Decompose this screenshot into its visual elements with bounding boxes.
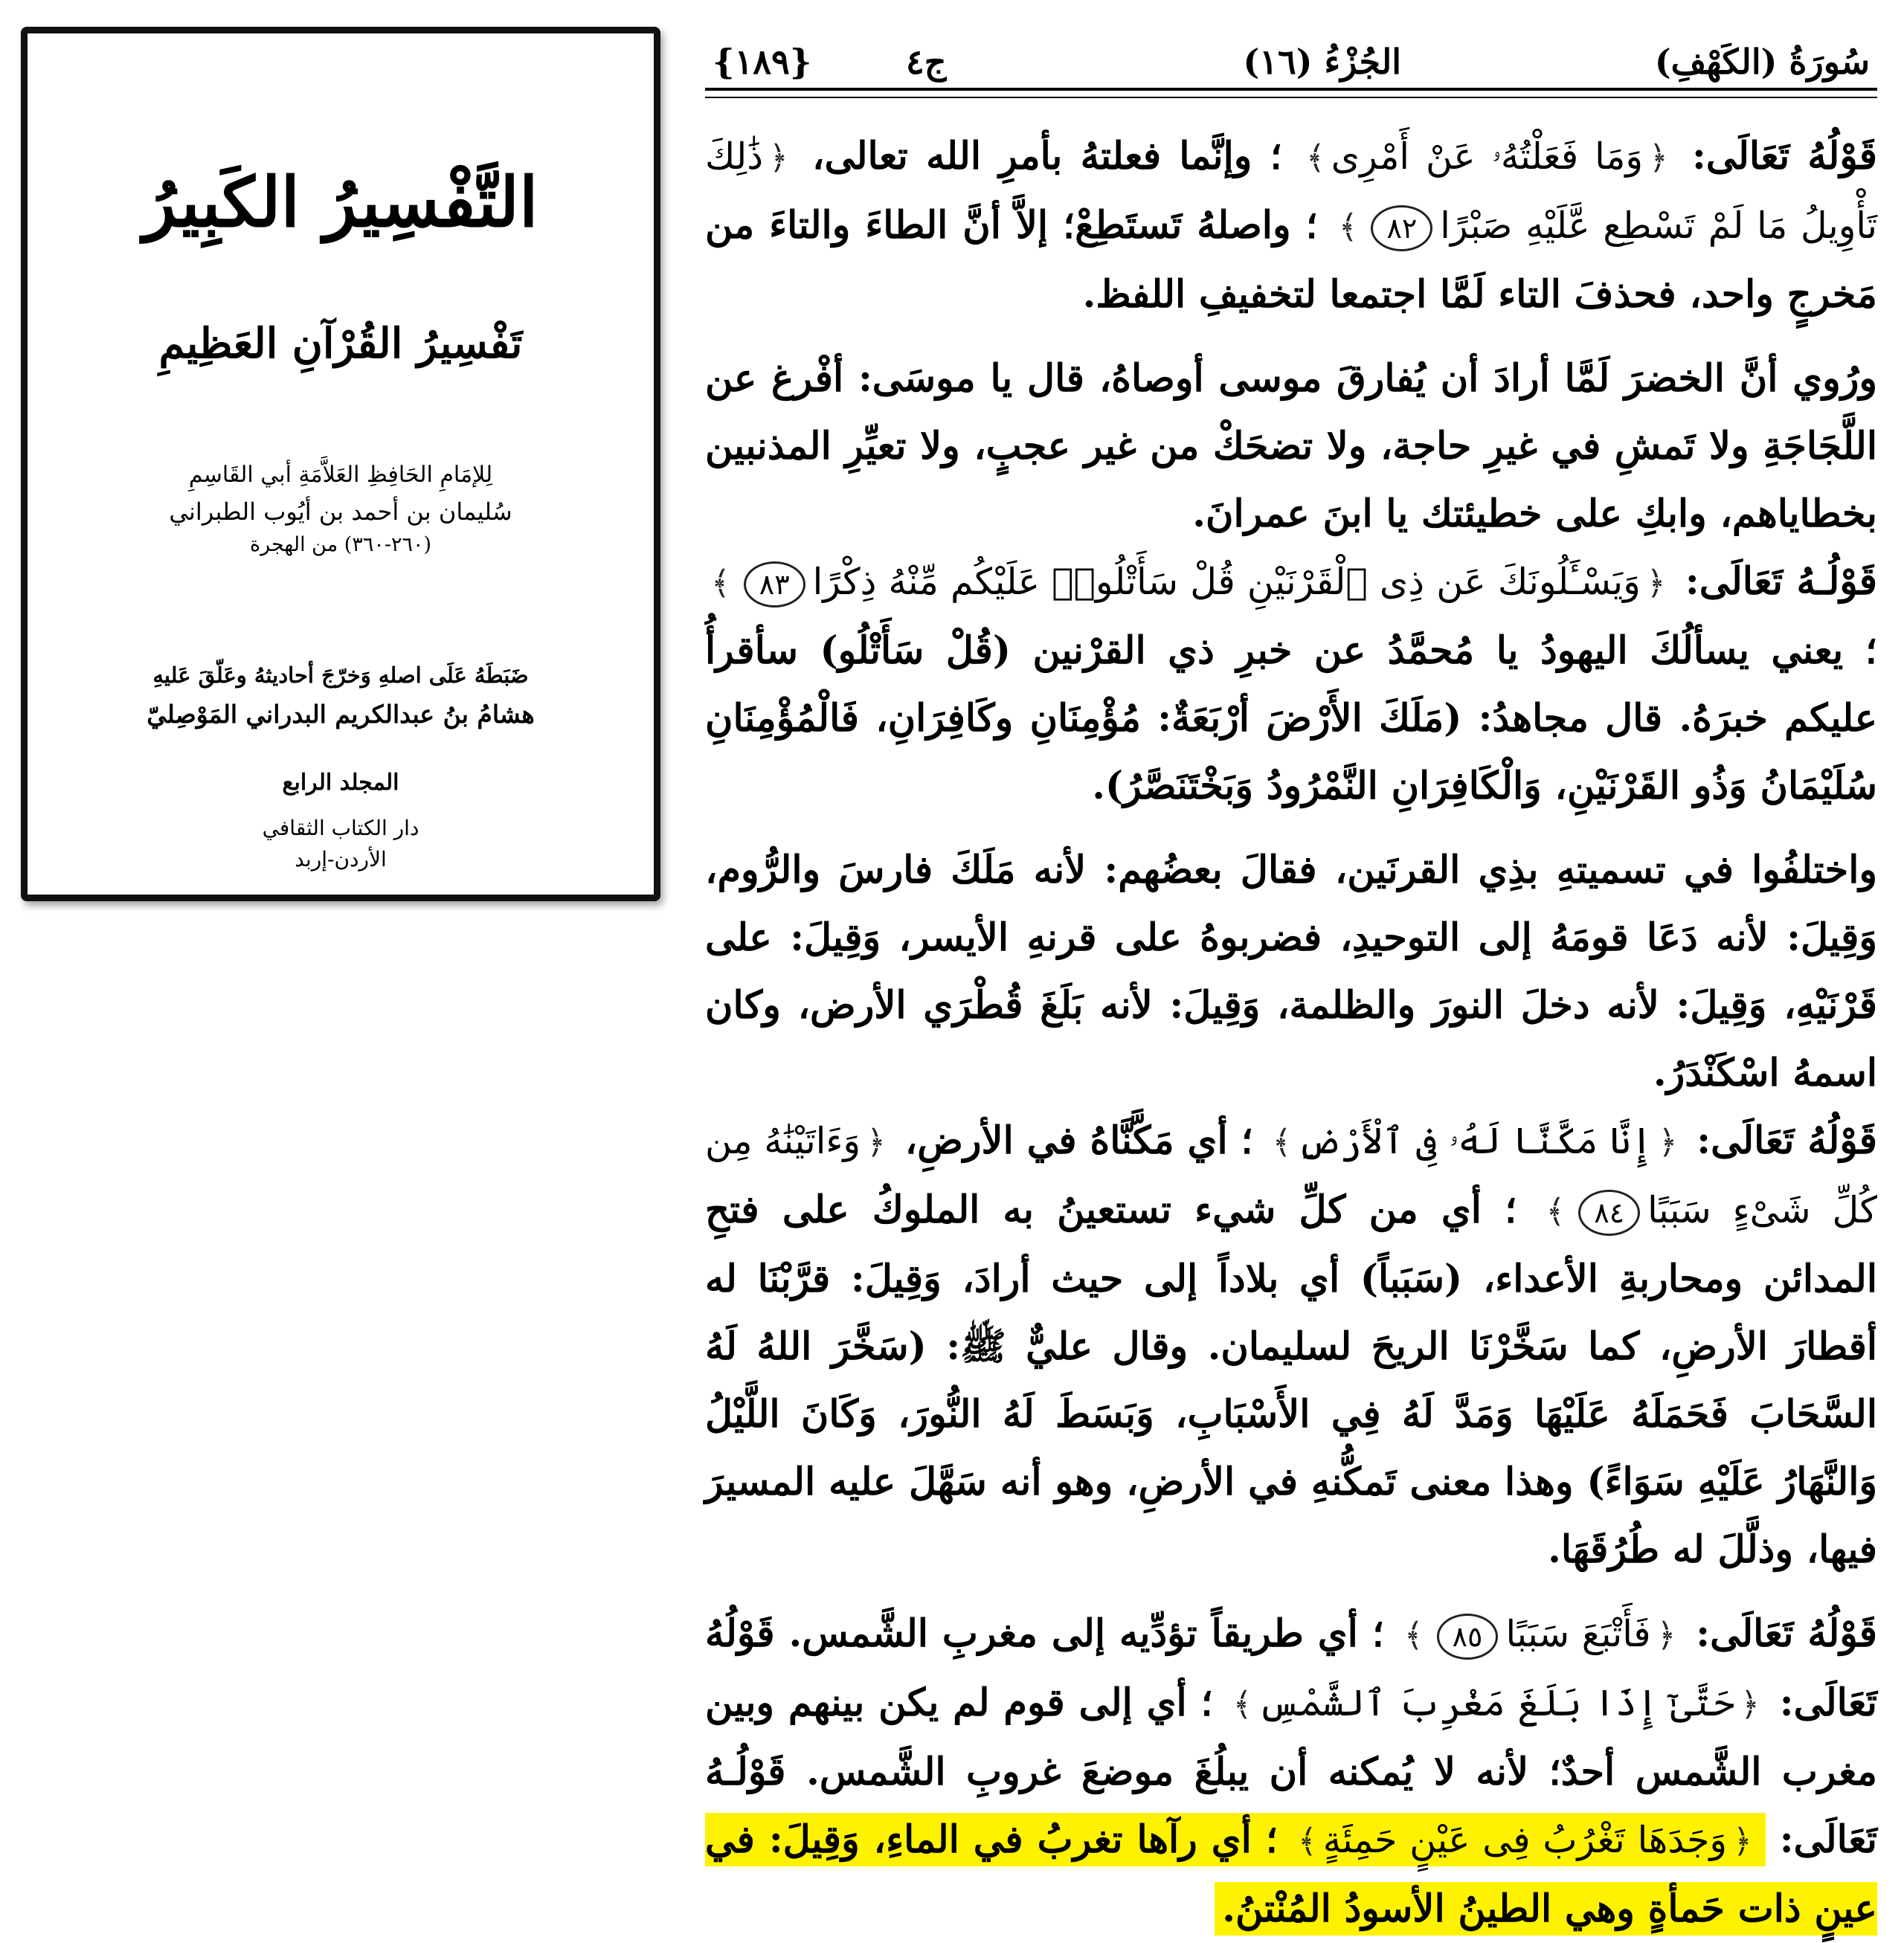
quran-quote: حَتَّىٰٓ إِذَا بَلَغَ مَغْرِبَ ٱلشَّمْسِ bbox=[1258, 1682, 1735, 1724]
quran-quote: وَيَسْـَٔلُونَكَ عَن ذِى ٱلْقَرْنَيْنِ قُلْ سَأَتْلُوا۟ عَلَيْكُم مِّنْهُ ذِكْرًا bbox=[812, 561, 1641, 603]
ornament-open-icon: ﴿ bbox=[1733, 1823, 1752, 1860]
paragraph-1 bbox=[705, 123, 1877, 329]
verse-number-badge: ٨٣ bbox=[744, 561, 805, 608]
ornament-open-icon: ﴿ bbox=[769, 139, 788, 177]
paragraph-4: واختلفُوا في تسميتهِ بذِي القرنَين، فقالَ بعضُهم: لأنه مَلَكَ فارسَ والرُّوم، وَقِيلَ: لأنه دَعَا قومَهُ إلى التوحيدِ، فضربوهُ على قرنهِ الأيسر، وَقِيلَ: على قَرْنَيْهِ، وَقِيلَ: لأنه دخلَ النورَ والظلمة، وَقِيلَ: لأنه بَلَغَ قُطْرَي الأرض، وكان اسمهُ اسْكَنْدَرُ. bbox=[705, 848, 1877, 1095]
verse-number-badge: ٨٤ bbox=[1578, 1190, 1640, 1236]
cover-subtitle: تَفْسِيرُ القُرْآنِ العَظِيمِ bbox=[158, 319, 523, 368]
quran-quote: إِنَّا مَكَّنَّا لَهُۥ فِى ٱلْأَرْضِ bbox=[1297, 1120, 1653, 1162]
quran-quote: ذَٰلِكَ تَأْوِيلُ مَا لَمْ تَسْطِع عَّلَيْهِ صَبْرًا bbox=[705, 135, 1877, 247]
ornament-close-icon: ﴾ bbox=[1297, 1823, 1317, 1860]
quran-quote: وَجَدَهَا تَغْرُبُ فِى عَيْنٍ حَمِئَةٍ bbox=[1322, 1819, 1728, 1861]
lead-phrase: قَوْلُهُ تَعَالَى: bbox=[1696, 1118, 1878, 1163]
lead-phrase: قَوْلُـهُ تَعَالَى: bbox=[1685, 559, 1877, 604]
cover-author: سُليمان بن أحمد بن أيُوب الطبراني bbox=[169, 497, 512, 526]
quran-quote: وَمَا فَعَلْتُهُۥ عَنْ أَمْرِى bbox=[1331, 135, 1644, 178]
header-page-number: {١٨٩} bbox=[713, 42, 812, 82]
lead-phrase: قَوْلُـهُ تَعَالَى: bbox=[705, 1750, 1877, 1862]
header-juz: الجُزْءُ (١٦) bbox=[1243, 42, 1401, 82]
header-volume: ج٤ bbox=[906, 42, 947, 82]
commentary-text: ؛ وإنَّما فعلتهُ بأمرِ الله تعالى، bbox=[812, 134, 1282, 178]
commentary-text: ؛ يعني يسألُكَ اليهودُ يا مُحمَّدُ عن خبرِ ذي القرْنين (قُلْ سَأَتْلُو) سأقرأُ عليكم خبرَهُ. قال مجاهدُ: (مَلَكَ الأَرْضَ أرْبَعَةٌ: مُؤْمِنَانِ وكَافِرَانِ، فَالْمُؤْمِنَانِ سُلَيْمَانُ وَذُو القَرْنَيْنِ، وَالْكَافِرَانِ النَّمْرُودُ وَبَخْتَنَصَّرُ). bbox=[705, 628, 1877, 808]
header-surah: سُورَةُ (الكَهْفِ) bbox=[1654, 42, 1870, 82]
quran-quote: وَءَاتَيْنَٰهُ مِن كُلِّ شَىْءٍ سَبَبًا bbox=[705, 1120, 1877, 1231]
ornament-close-icon: ﴾ bbox=[1272, 1124, 1292, 1161]
ornament-close-icon: ﴾ bbox=[1338, 208, 1358, 246]
cover-dates: (٢٦٠-٣٦٠) من الهجرة bbox=[249, 533, 432, 556]
paragraph-3 bbox=[705, 548, 1877, 820]
ornament-open-icon: ﴿ bbox=[1656, 1617, 1676, 1654]
lead-phrase: قَوْلُهُ تَعَالَى: bbox=[705, 1611, 1877, 1725]
cover-imam-line: لِلإمَامِ الحَافِظِ العَلاَّمَةِ أبي القَاسِمِ bbox=[188, 462, 493, 488]
cover-title: التَّفْسِيرُ الكَبِيرُ bbox=[143, 162, 538, 242]
cover-volume: المجلد الرابع bbox=[282, 770, 399, 796]
book-cover bbox=[21, 27, 660, 901]
commentary-text: ؛ أي رآها تغربُ في الماءِ، وَقِيلَ: في عينٍ ذات حَمأةٍ وهي الطينُ الأسودُ المُنْتنُ. bbox=[705, 1817, 1877, 1931]
commentary-text: ؛ واصلهُ تَستَطِعْ؛ إلاَّ أنَّ الطاءَ والتاءَ من مَخرجٍ واحد، فحذفَ التاء لَمَّا اجتمعا لتخفيفِ اللفظ. bbox=[705, 203, 1877, 317]
paragraph-6 bbox=[705, 1600, 1877, 1943]
cover-editor-name: هشامُ بنُ عبدالكريم البدراني المَوْصِليّ bbox=[147, 700, 535, 729]
page-header bbox=[705, 36, 1877, 88]
cover-place: الأردن-إربد bbox=[295, 847, 387, 871]
ornament-open-icon: ﴿ bbox=[1658, 1124, 1678, 1161]
paragraph-5 bbox=[705, 1107, 1877, 1584]
quran-quote: فَأَتْبَعَ سَبَبًا bbox=[1505, 1613, 1651, 1655]
ornament-close-icon: ﴾ bbox=[711, 564, 730, 602]
highlighted-passage bbox=[705, 1813, 1877, 1936]
header-rule bbox=[705, 88, 1877, 98]
verse-number-badge: ٨٢ bbox=[1371, 205, 1432, 251]
tafsir-text bbox=[705, 123, 1877, 1943]
ornament-open-icon: ﴿ bbox=[866, 1124, 886, 1161]
ornament-open-icon: ﴿ bbox=[1649, 139, 1668, 177]
verse-number-badge: ٨٥ bbox=[1437, 1614, 1499, 1660]
ornament-close-icon: ﴾ bbox=[1232, 1686, 1252, 1724]
commentary-text: ؛ أي إلى قوم لم يكن بينهم وبين مغرب الشَّمس أحدٌ؛ لأنه لا يُمكنه أن يبلُغَ موضعَ غروبِ الشَّمس. bbox=[705, 1681, 1877, 1794]
commentary-text: ؛ أي طريقاً تؤدِّيه إلى مغربِ الشَّمس. bbox=[788, 1611, 1384, 1656]
paragraph-2: ورُوي أنَّ الخضرَ لَمَّا أرادَ أن يُفارقَ موسى أوصاهُ، قال يا موسَى: أفْرغ عن اللَّجَاجَةِ ولا تَمشِ في غيرِ حاجة، ولا تضحَكْ من غير عجبٍ، ولا تعيِّرِ المذنبين بخطاياهم، وابكِ على خطيئتك يا ابنَ عمرانَ. bbox=[705, 356, 1877, 536]
lead-phrase: قَوْلُهُ تَعَالَى: bbox=[1696, 1611, 1877, 1656]
ornament-close-icon: ﴾ bbox=[1403, 1617, 1424, 1654]
lead-phrase: قَوْلُهُ تَعَالَى: bbox=[1692, 134, 1878, 178]
cover-editor-line: ضَبَطَهُ عَلَى اصلهِ وَخرّجَ أحاديثهُ وعَلّقَ عَليهِ bbox=[152, 663, 529, 688]
ornament-close-icon: ﴾ bbox=[1305, 139, 1325, 177]
ornament-open-icon: ﴿ bbox=[1646, 564, 1666, 602]
commentary-text: ؛ أي من كلِّ شيء تستعينُ به الملوكُ على فتحِ المدائن ومحاربةِ الأعداء، (سَبَباً) أي بلاداً إلى حيث أرادَ، وَقِيلَ: قرَّبْنَا له أقطارَ الأرضِ، كما سَخَّرْنَا الريحَ لسليمان. وقال عليٌّ ﷺ: (سَخَّرَ اللهُ لَهُ السَّحَابَ فَحَمَلَهُ عَلَيْهَا وَمَدَّ لَهُ فِي الأَسْبَابِ، وَبَسَطَ لَهُ النُّورَ، وَكَانَ اللَّيْلُ وَالنَّهَارُ عَلَيْهِ سَوَاءً) وهذا معنى تَمكُّنهِ في الأرضِ، وهو أنه سَهَّلَ عليه المسيرَ فيها، وذلَّلَ له طُرُقَهَا. bbox=[705, 1188, 1877, 1572]
ornament-open-icon: ﴿ bbox=[1740, 1686, 1760, 1724]
ornament-close-icon: ﴾ bbox=[1546, 1193, 1566, 1231]
commentary-text: ؛ أي مَكَّنَّاهُ في الأرضِ، bbox=[904, 1118, 1253, 1163]
cover-publisher: دار الكتاب الثقافي bbox=[262, 816, 419, 840]
